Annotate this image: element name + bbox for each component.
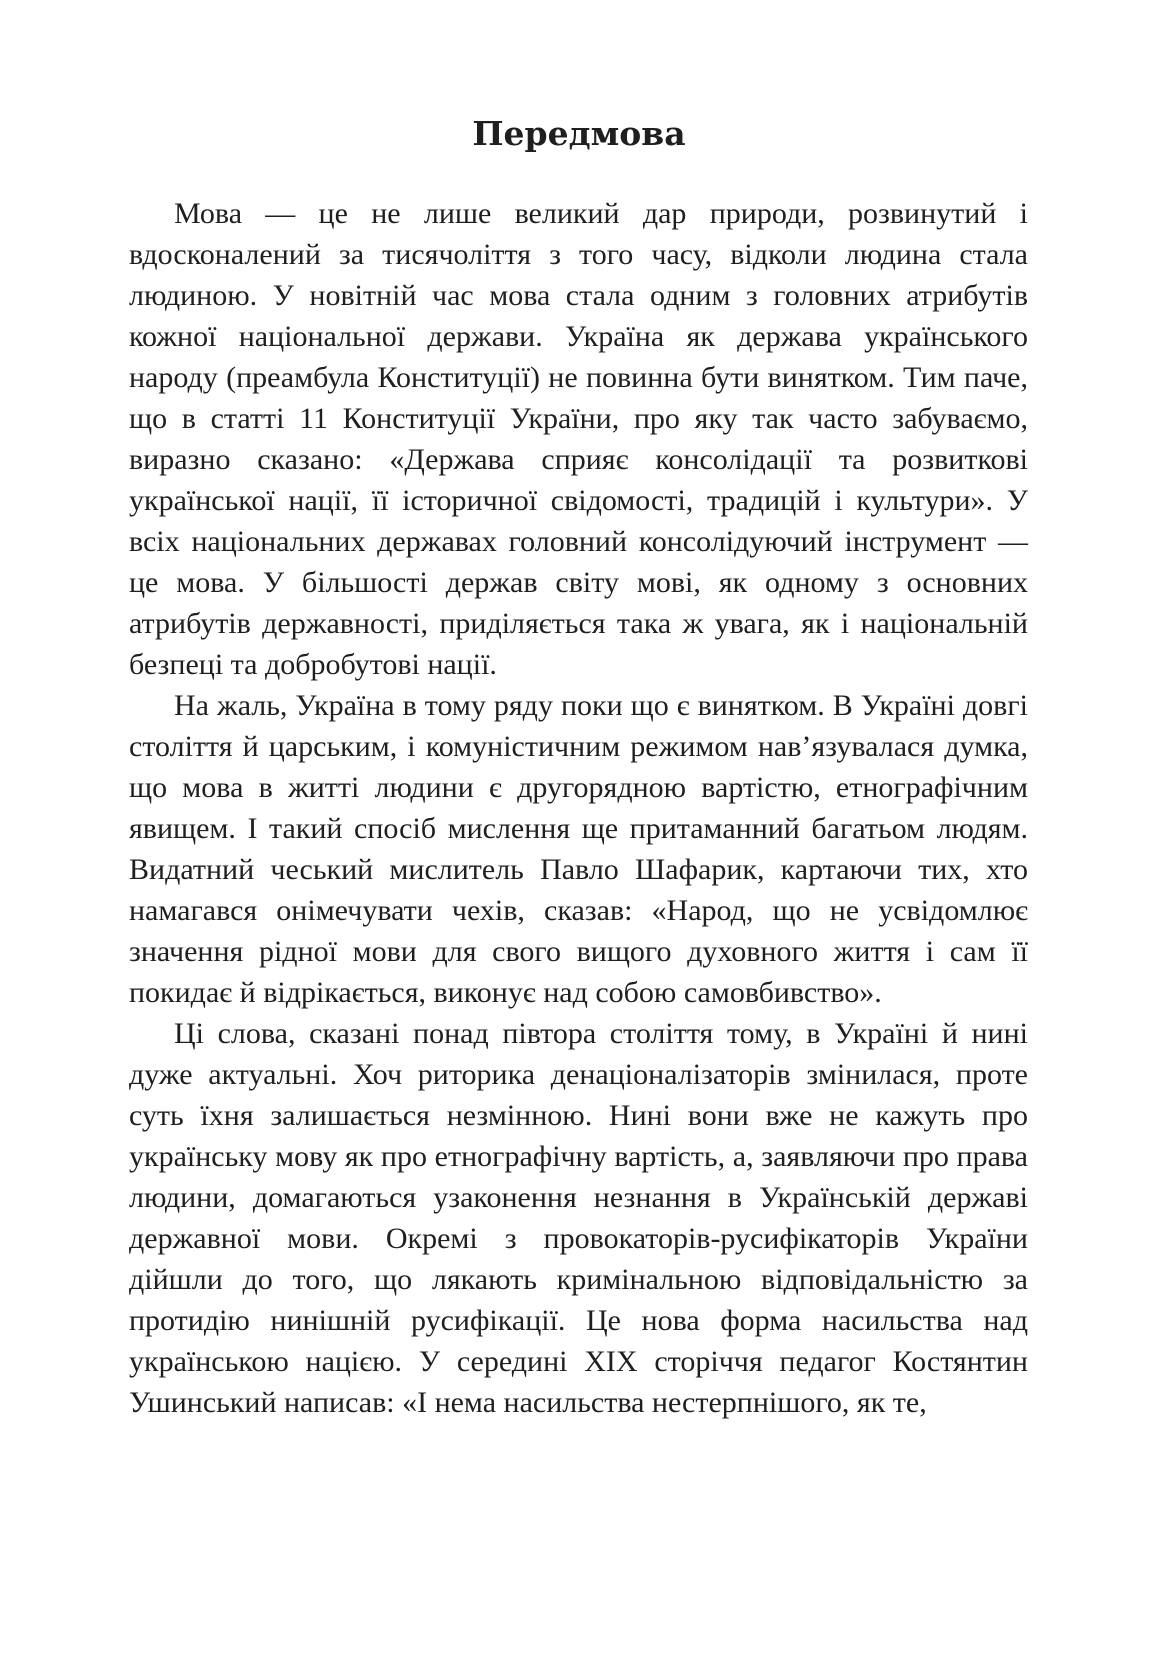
paragraph: Ці слова, сказані понад півтора століття тому, в Україні й нині дуже актуальні. Хоч риторика денаціоналізаторів змінилася, проте суть їхня залишається незмінною. Нині вони вже не кажуть про українську мову як про етнографічну вартість, а, заявляючи про права людини, домагаються узаконення незнання в Українській державі державної мови. Окремі з провокаторів-русифікаторів України дійшли до того, що лякають кримінальною відповідальністю за протидію нинішній русифікації. Це нова форма насильства над українською нацією. У середині XIX сторіччя педагог Костянтин Ушинський написав: «І нема насильства нестерпнішого, як те, bbox=[129, 1017, 1028, 1419]
paragraph: На жаль, Україна в тому ряду поки що є винятком. В Україні довгі століття й царським, і комуністичним режимом нав’язувалася думка, що мова в житті людини є другорядною вартістю, етнографічним явищем. І такий спосіб мислення ще притаманний багатьом людям. Видатний чеський мислитель Павло Шафарик, картаючи тих, хто намагався онімечувати чехів, сказав: «Народ, що не усвідомлює значення рідної мови для свого вищого духовного життя і сам її покидає й відрікається, виконує над собою самовбивство». bbox=[129, 689, 1028, 1009]
page-title: Передмова bbox=[472, 114, 686, 153]
paragraph: Мова — це не лише великий дар природи, розвинутий і вдосконалений за тисячоліття з того часу, відколи людина стала людиною. У новітній час мова стала одним з головних атрибутів кожної національної держави. Україна як держава українського народу (преамбула Конституції) не повинна бути винятком. Тим паче, що в статті 11 Конституції України, про яку так часто забуваємо, виразно сказано: «Держава сприяє консолідації та розвиткові української нації, її історичної свідомості, традицій і культури». У всіх національних державах головний консолідуючий інструмент — це мова. У більшості держав світу мові, як одному з основних атрибутів державності, приділяється така ж увага, як і національній безпеці та добробутові нації. bbox=[129, 197, 1028, 681]
document-body bbox=[129, 193, 1028, 1423]
